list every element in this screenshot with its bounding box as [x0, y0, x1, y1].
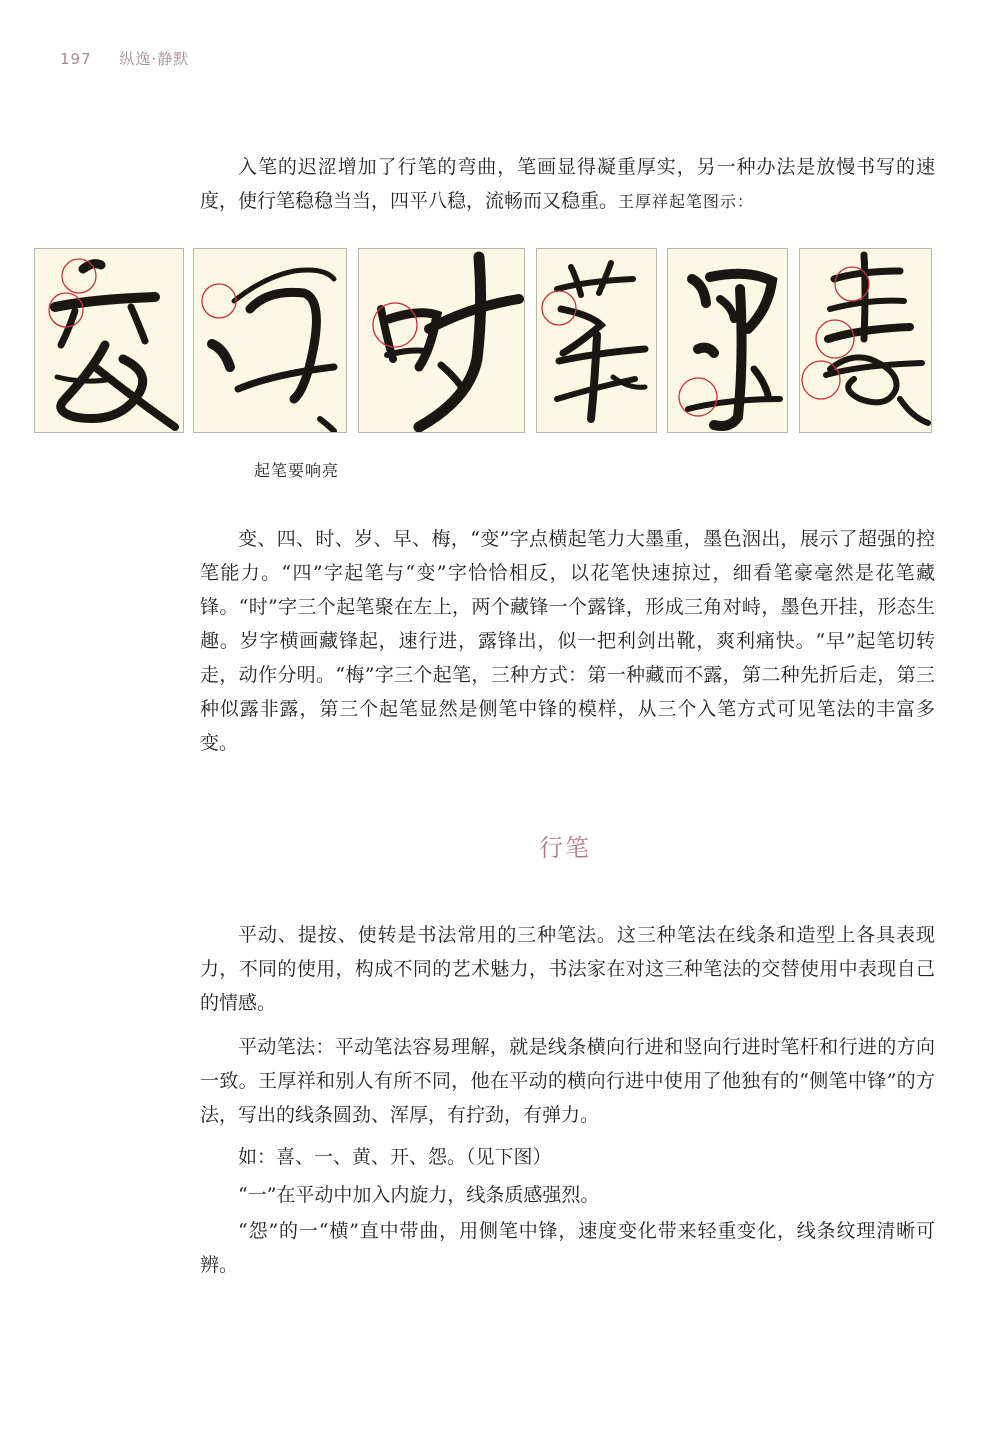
calligraphy-image — [35, 249, 183, 432]
calligraphy-image — [359, 249, 524, 432]
calligraphy-image — [668, 249, 787, 432]
intro-paragraph — [200, 150, 935, 219]
calligraphy-figure — [34, 248, 932, 433]
body-paragraph: “一”在平动中加入内旋力，线条质感强烈。 — [238, 1184, 600, 1206]
body-paragraph: 平动、提按、使转是书法常用的三种笔法。这三种笔法在线条和造型上各具表现力，不同的使用，构成不同的艺术魅力，书法家在对这三种笔法的交替使用中表现自己的情感。 — [200, 924, 935, 1014]
section-title: 行笔 — [539, 834, 591, 862]
calligraphy-image — [537, 249, 656, 432]
figure-caption: 起笔要响亮 — [254, 461, 340, 480]
intro-text: 入笔的迟涩增加了行笔的弯曲，笔画显得凝重厚实，另一种办法是放慢书写的速度，使行笔稳稳当当，四平八稳，流畅而又稳重。 — [200, 156, 935, 212]
calligraphy-plate — [536, 248, 657, 433]
calligraphy-plate — [799, 248, 932, 433]
body-paragraph: “怨”的一“横”直中带曲，用侧笔中锋，速度变化带来轻重变化，线条纹理清晰可辨。 — [200, 1220, 935, 1276]
calligraphy-plate — [193, 248, 347, 433]
figure-reference: 王厚祥起笔图示： — [618, 192, 755, 211]
calligraphy-image — [194, 249, 346, 432]
calligraphy-plate — [34, 248, 184, 433]
running-title: 纵逸·静默 — [119, 50, 190, 68]
page-number: 197 — [60, 50, 92, 68]
body-paragraph: 如：喜、一、黄、开、怨。（见下图） — [238, 1146, 552, 1168]
calligraphy-image — [800, 249, 931, 432]
page-header — [60, 48, 189, 69]
calligraphy-plate — [667, 248, 788, 433]
analysis-paragraph: 变、四、时、岁、早、梅，“变”字点横起笔力大墨重，墨色洇出，展示了超强的控笔能力。“四”字起笔与“变”字恰恰相反，以花笔快速掠过，细看笔豪毫然是花笔藏锋。“时”字三个起笔聚在左上，两个藏锋一个露锋，形成三角对峙，墨色开挂，形态生趣。岁字横画藏锋起，速行进，露锋出，似一把利剑出靴，爽利痛快。“早”起笔切转走，动作分明。“梅”字三个起笔，三种方式：第一种藏而不露，第二种先折后走，第三种似露非露，第三个起笔显然是侧笔中锋的模样，从三个入笔方式可见笔法的丰富多变。 — [200, 528, 935, 754]
body-paragraph: 平动笔法：平动笔法容易理解，就是线条横向行进和竖向行进时笔杆和行进的方向一致。王厚祥和别人有所不同，他在平动的横向行进中使用了他独有的“侧笔中锋”的方法，写出的线条圆劲、浑厚，有拧劲，有弹力。 — [200, 1036, 935, 1126]
calligraphy-plate — [358, 248, 525, 433]
